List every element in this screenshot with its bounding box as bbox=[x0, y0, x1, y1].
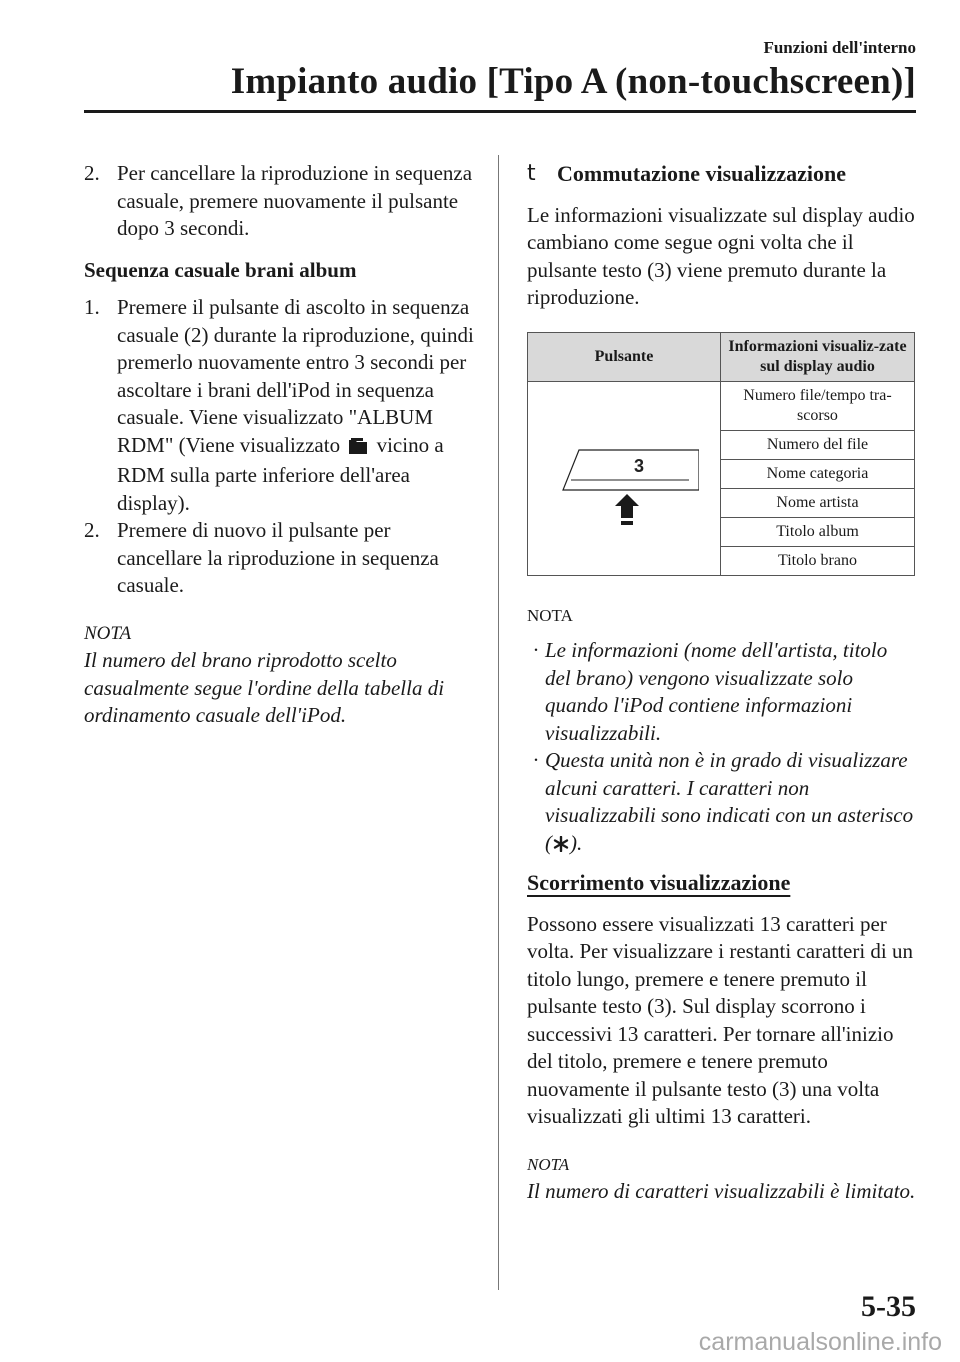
nota-text: Il numero di caratteri visualizzabili è limitato. bbox=[527, 1179, 916, 1203]
step-2 bbox=[84, 517, 476, 600]
table-cell: Titolo brano bbox=[721, 546, 915, 575]
scroll-paragraph: Possono essere visualizzati 13 caratteri per volta. Per visualizzare i restanti caratteri di un titolo lungo, premere e tenere premuto il pulsante testo (3). Sul display scorrono i successivi 13 caratteri. Per tornare all'inizio del titolo, premere e tenere premuto nuovamente il pulsante testo (3) una volta visualizzati gli ultimi 13 caratteri. bbox=[527, 911, 914, 1128]
nota-bullet bbox=[527, 747, 917, 859]
step-1-text-b: vicino a RDM sulla parte inferiore dell'area display). bbox=[117, 432, 444, 515]
table-header: Informazioni visualiz-zate sul display audio bbox=[721, 332, 915, 381]
folder-icon bbox=[348, 435, 368, 463]
section-title: Commutazione visualizzazione bbox=[557, 161, 847, 186]
header-section-label: Funzioni dell'interno bbox=[763, 38, 916, 57]
asterisk-icon bbox=[553, 832, 569, 860]
right-column bbox=[527, 160, 917, 1206]
bullet-text-a: Questa unità non è in grado di visualizzare alcuni caratteri. I caratteri non visualizzabili sono indicati con un asterisco ( bbox=[545, 748, 914, 855]
album-random-subhead: Sequenza casuale brani album bbox=[84, 257, 357, 282]
button-number-label: 3 bbox=[634, 456, 645, 476]
bullet-icon: · bbox=[532, 638, 540, 662]
step-number: 2. bbox=[84, 161, 100, 185]
intro-paragraph: Le informazioni visualizzate sul display audio cambiano come segue ogni volta che il pulsante testo (3) viene premuto durante la riproduzione. bbox=[527, 202, 915, 309]
table-header: Pulsante bbox=[528, 332, 721, 381]
bullet-text bbox=[545, 747, 917, 859]
bullet-text-b: ). bbox=[570, 830, 583, 855]
watermark: carmanualsonline.info bbox=[698, 1328, 942, 1356]
step-cancel bbox=[84, 160, 476, 243]
step-1 bbox=[84, 294, 476, 517]
step-number: 2. bbox=[84, 518, 100, 542]
column-divider bbox=[498, 155, 499, 1290]
table-cell: Nome categoria bbox=[721, 459, 915, 488]
step-1-text-a: Premere il pulsante di ascolto in sequenza casuale (2) durante la riproduzione, quindi premerlo nuovamente entro 3 secondi per ascoltare i brani dell'iPod in sequenza casuale. Viene visualizzato "ALBUM RDM" (Viene visualizzato bbox=[117, 295, 474, 457]
display-info-table bbox=[527, 332, 915, 576]
step-text: Per cancellare la riproduzione in sequenza casuale, premere nuovamente il pulsante dopo 3 secondi. bbox=[117, 161, 473, 240]
nota-text: Il numero del brano riprodotto scelto casualmente segue l'ordine della tabella di ordinamento casuale dell'iPod. bbox=[84, 648, 445, 727]
step-text bbox=[117, 294, 476, 517]
bullet-icon: · bbox=[532, 748, 540, 772]
bullet-text: Le informazioni (nome dell'artista, titolo del brano) vengono visualizzate solo quando l'iPod contiene informazioni visualizzabili. bbox=[545, 638, 888, 745]
nota-label: NOTA bbox=[527, 1154, 570, 1174]
nota-bullet bbox=[527, 637, 917, 747]
page-title: Impianto audio [Tipo A (non-touchscreen)] bbox=[230, 61, 916, 102]
page-number: 5-35 bbox=[861, 1290, 916, 1323]
left-column bbox=[84, 160, 476, 730]
text-button-illustration bbox=[549, 420, 699, 530]
step-number: 1. bbox=[84, 295, 100, 319]
table-cell: Numero file/tempo tra-scorso bbox=[721, 381, 915, 430]
table-cell: Nome artista bbox=[721, 488, 915, 517]
table-row bbox=[528, 381, 915, 430]
press-arrow-icon bbox=[615, 494, 639, 518]
nota-label: NOTA bbox=[84, 622, 132, 644]
section-marker: t bbox=[527, 161, 536, 186]
table-cell: Titolo album bbox=[721, 517, 915, 546]
button-illustration-cell bbox=[528, 381, 721, 575]
header-rule bbox=[84, 110, 916, 113]
step-text: Premere di nuovo il pulsante per cancellare la riproduzione in sequenza casuale. bbox=[117, 518, 439, 597]
table-cell: Numero del file bbox=[721, 430, 915, 459]
display-switch-heading bbox=[527, 160, 917, 188]
table-header-row bbox=[528, 332, 915, 381]
nota-label: NOTA bbox=[527, 605, 573, 625]
scroll-heading: Scorrimento visualizzazione bbox=[527, 870, 791, 895]
